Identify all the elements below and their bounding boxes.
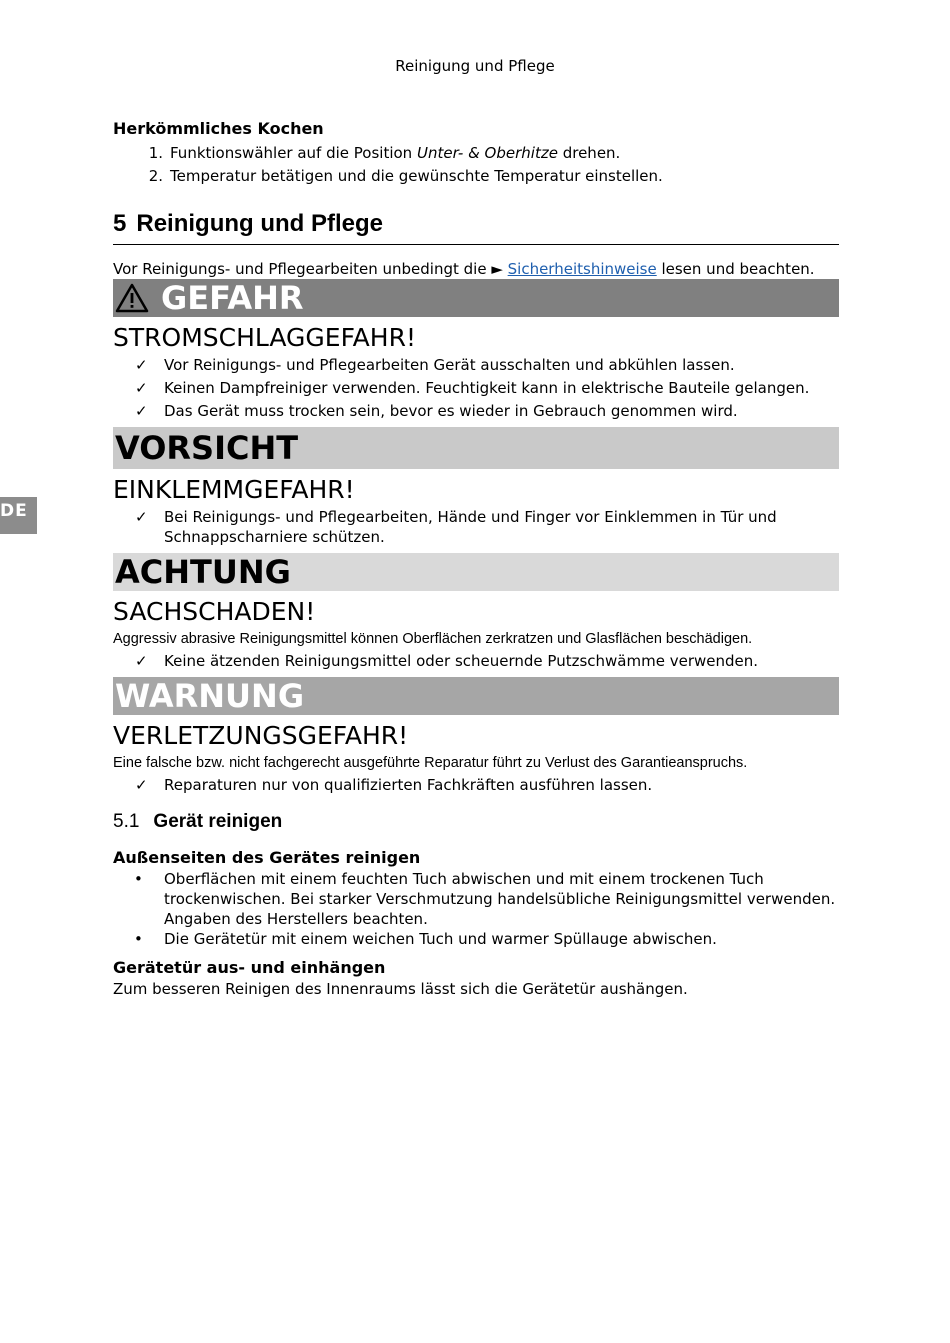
chapter-heading <box>113 208 839 245</box>
warning-note: Eine falsche bzw. nicht fachgerecht ausgeführte Reparatur führt zu Verlust des Garantieanspruchs. <box>113 755 748 771</box>
bullet-icon: • <box>134 870 143 888</box>
page-header: Reinigung und Pflege <box>395 57 555 75</box>
check-icon: ✓ <box>135 508 148 526</box>
list-item: ✓ Reparaturen nur von qualifizierten Fachkräften ausführen lassen. <box>113 775 839 795</box>
hazard-title: VERLETZUNGSGEFAHR! <box>113 721 409 750</box>
check-icon: ✓ <box>135 379 148 397</box>
list-item <box>113 142 839 165</box>
danger-banner <box>113 279 839 317</box>
safety-notes-link[interactable]: Sicherheitshinweise <box>507 260 657 278</box>
hazard-title: SACHSCHADEN! <box>113 597 316 626</box>
step-text: Temperatur betätigen und die gewünschte Temperatur einstellen. <box>170 167 663 185</box>
chapter-intro: Vor Reinigungs- und Pflegearbeiten unbedingt die ► Sicherheitshinweise lesen und beachten. <box>113 260 815 278</box>
list-item: ✓ Bei Reinigungs- und Pflegearbeiten, Hände und Finger vor Einklemmen in Tür und Schnappscharniere schützen. <box>113 507 839 547</box>
check-icon: ✓ <box>135 652 148 670</box>
check-icon: ✓ <box>135 402 148 420</box>
step-number: 1. <box>148 144 163 162</box>
step-number: 2. <box>148 167 163 185</box>
list-item: • Die Gerätetür mit einem weichen Tuch und warmer Spüllauge abwischen. <box>113 929 839 949</box>
caution-label: VORSICHT <box>115 429 299 467</box>
check-icon: ✓ <box>135 356 148 374</box>
check-icon: ✓ <box>135 776 148 794</box>
warning-triangle-icon <box>115 283 149 313</box>
list-item: • Oberflächen mit einem feuchten Tuch abwischen und mit einem trockenen Tuch trockenwischen. Bei starker Verschmutzung handelsübliche Reinigungsmittel verwenden. Angaben des Herstellers beachten. <box>113 869 839 929</box>
outside-cleaning-list <box>113 869 839 949</box>
list-item: ✓ Keinen Dampfreiniger verwenden. Feuchtigkeit kann in elektrische Bauteile gelangen. <box>113 378 839 398</box>
warning-checks <box>113 775 839 795</box>
list-item: ✓ Keine ätzenden Reinigungsmittel oder scheuernde Putzschwämme verwenden. <box>113 651 839 671</box>
section-heading <box>113 809 839 835</box>
caution-banner <box>113 427 839 469</box>
language-tab: DE <box>0 497 37 534</box>
warning-banner <box>113 677 839 715</box>
door-text: Zum besseren Reinigen des Innenraums lässt sich die Gerätetür aushängen. <box>113 980 688 998</box>
danger-checks <box>113 355 839 421</box>
chapter-number: 5 <box>113 210 127 237</box>
page-content <box>113 118 839 999</box>
attention-banner <box>113 553 839 591</box>
caution-checks <box>113 507 839 547</box>
hazard-title: STROMSCHLAGGEFAHR! <box>113 323 416 352</box>
hazard-title: EINKLEMMGEFAHR! <box>113 475 355 504</box>
bullet-icon: • <box>134 930 143 948</box>
step-text: Funktionswähler auf die Position Unter- & Oberhitze drehen. <box>170 144 621 162</box>
danger-label: GEFAHR <box>161 279 304 317</box>
cooking-steps <box>113 142 839 188</box>
list-item: ✓ Vor Reinigungs- und Pflegearbeiten Gerät ausschalten und abkühlen lassen. <box>113 355 839 375</box>
attention-checks <box>113 651 839 671</box>
attention-note: Aggressiv abrasive Reinigungsmittel können Oberflächen zerkratzen und Glasflächen beschädigen. <box>113 631 753 647</box>
chapter-title: Reinigung und Pflege <box>136 210 384 237</box>
conventional-cooking-heading: Herkömmliches Kochen <box>113 119 324 138</box>
outside-cleaning-heading: Außenseiten des Gerätes reinigen <box>113 848 421 867</box>
warning-label: WARNUNG <box>115 677 305 715</box>
list-item <box>113 165 839 188</box>
list-item: ✓ Das Gerät muss trocken sein, bevor es wieder in Gebrauch genommen wird. <box>113 401 839 421</box>
attention-label: ACHTUNG <box>115 553 291 591</box>
door-heading: Gerätetür aus- und einhängen <box>113 958 386 977</box>
section-number: 5.1 <box>113 811 140 832</box>
section-title: Gerät reinigen <box>153 811 283 832</box>
